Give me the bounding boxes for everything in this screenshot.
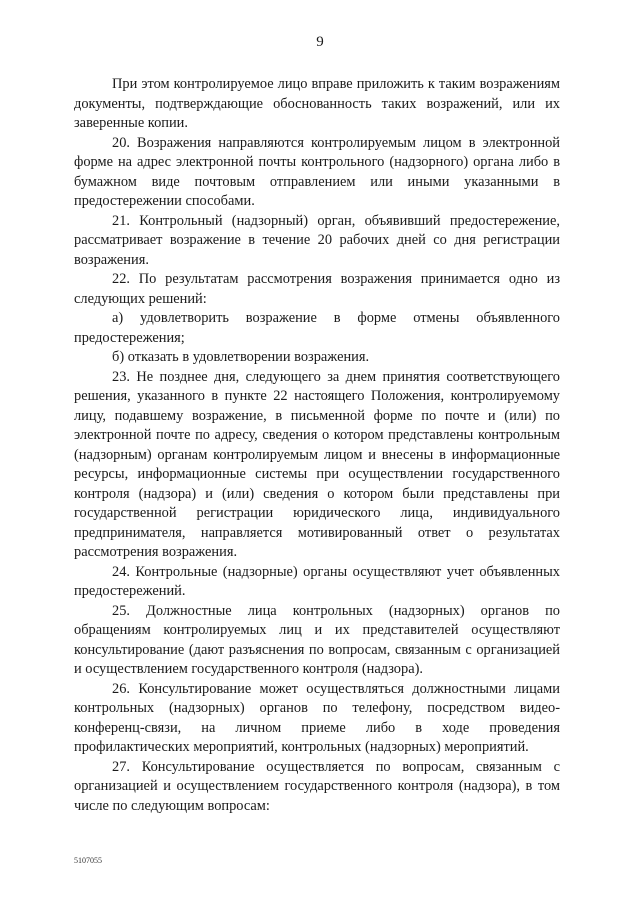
paragraph-22b: б) отказать в удовлетворении возражения. xyxy=(112,349,370,365)
paragraph-24: 24. Контрольные (надзорные) органы осуществляют учет объявленных предостережений. xyxy=(74,563,560,599)
paragraph-26: 26. Консультирование может осуществляться должностными лицами контрольных (надзорных) органов по телефону, посредством видео-конференц-связи, на личном приеме либо в ходе проведения профилактических мероприятий, контрольных (надзорных) мероприятий. xyxy=(74,680,560,755)
paragraph-22: 22. По результатам рассмотрения возражения принимается одно из следующих решений: xyxy=(74,271,560,307)
paragraph-intro: При этом контролируемое лицо вправе приложить к таким возражениям документы, подтверждающие обоснованность таких возражений, или их заверенные копии. xyxy=(74,76,560,131)
page-number: 9 xyxy=(316,34,324,50)
paragraph-27: 27. Консультирование осуществляется по вопросам, связанным с организацией и осуществлением государственного контроля (надзора), в том числе по следующим вопросам: xyxy=(74,758,560,814)
document-code: 5107055 xyxy=(74,856,102,865)
paragraph-21: 21. Контрольный (надзорный) орган, объявивший предостережение, рассматривает возражение в течение 20 рабочих дней со дня регистрации возражения. xyxy=(74,212,560,268)
paragraph-23: 23. Не позднее дня, следующего за днем принятия соответствующего решения, указанного в пункте 22 настоящего Положения, контролируемому лицу, подавшему возражение, в письменной форме по почте и (или) по электронной почте по адресу, сведения о котором представлены контрольным (надзорным) органам контролируемым лицом и внесены в информационные ресурсы, информационные системы при осуществлении государственного контроля (надзора) и (или) сведения о котором были представлены при государственной регистрации юридического лица, индивидуального предпринимателя, направляется мотивированный ответ о результатах рассмотрения возражения. xyxy=(74,368,560,560)
paragraph-22a: а) удовлетворить возражение в форме отмены объявленного предостережения; xyxy=(74,310,560,346)
paragraph-20: 20. Возражения направляются контролируемым лицом в электронной форме на адрес электронной почты контрольного (надзорного) органа либо в бумажном виде почтовым отправлением или иными указанными в предостережении способами. xyxy=(74,134,560,209)
paragraph-25: 25. Должностные лица контрольных (надзорных) органов по обращениям контролируемых лиц и их представителей осуществляют консультирование (дают разъяснения по вопросам, связанным с организацией и осуществлением государственного контроля (надзора). xyxy=(74,602,560,677)
document-body xyxy=(74,75,560,816)
